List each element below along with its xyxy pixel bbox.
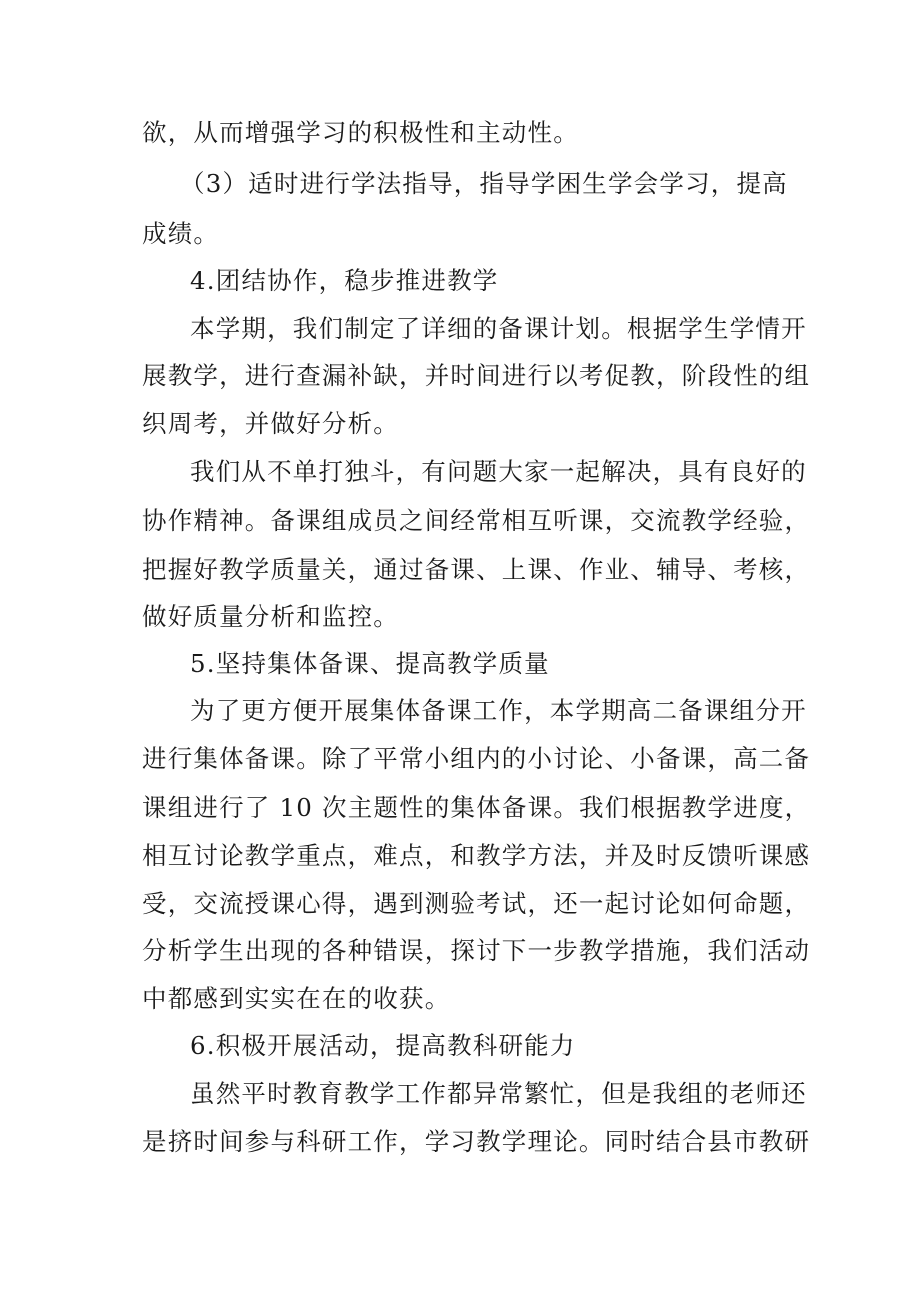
text-line: 织周考，并做好分析。	[142, 409, 399, 438]
text-line: 把握好教学质量关，通过备课、上课、作业、辅导、考核，	[142, 555, 811, 584]
text-line: 虽然平时教育教学工作都异常繁忙，但是我组的老师还	[190, 1079, 807, 1108]
text-line: 本学期，我们制定了详细的备课计划。根据学生学情开	[190, 314, 807, 343]
text-line: 分析学生出现的各种错误，探讨下一步教学措施，我们活动	[142, 936, 811, 965]
text-line: 进行集体备课。除了平常小组内的小讨论、小备课，高二备	[142, 744, 811, 773]
text-line: 成绩。	[142, 219, 220, 248]
text-line: （3）适时进行学法指导，指导学困生学会学习，提高	[180, 169, 788, 198]
text-line: 受，交流授课心得，遇到测验考试，还一起讨论如何命题，	[142, 889, 811, 918]
text-line: 我们从不单打独斗，有问题大家一起解决，具有良好的	[190, 457, 807, 486]
text-line: 做好质量分析和监控。	[142, 602, 399, 631]
text-line: 为了更方便开展集体备课工作，本学期高二备课组分开	[190, 696, 807, 725]
text-line: 展教学，进行查漏补缺，并时间进行以考促教，阶段性的组	[142, 361, 811, 390]
text-line: 相互讨论教学重点，难点，和教学方法，并及时反馈听课感	[142, 841, 811, 870]
text-line: 中都感到实实在在的收获。	[142, 984, 451, 1013]
section-heading: 5.坚持集体备课、提高教学质量	[190, 649, 550, 678]
text-line: 是挤时间参与科研工作，学习教学理论。同时结合县市教研	[142, 1127, 811, 1156]
section-heading: 4.团结协作，稳步推进教学	[190, 266, 499, 295]
section-heading: 6.积极开展活动，提高教科研能力	[190, 1031, 576, 1060]
text-line: 课组进行了 10 次主题性的集体备课。我们根据教学进度，	[142, 793, 811, 822]
text-line: 协作精神。备课组成员之间经常相互听课，交流教学经验，	[142, 506, 811, 535]
text-line: 欲，从而增强学习的积极性和主动性。	[142, 118, 579, 147]
